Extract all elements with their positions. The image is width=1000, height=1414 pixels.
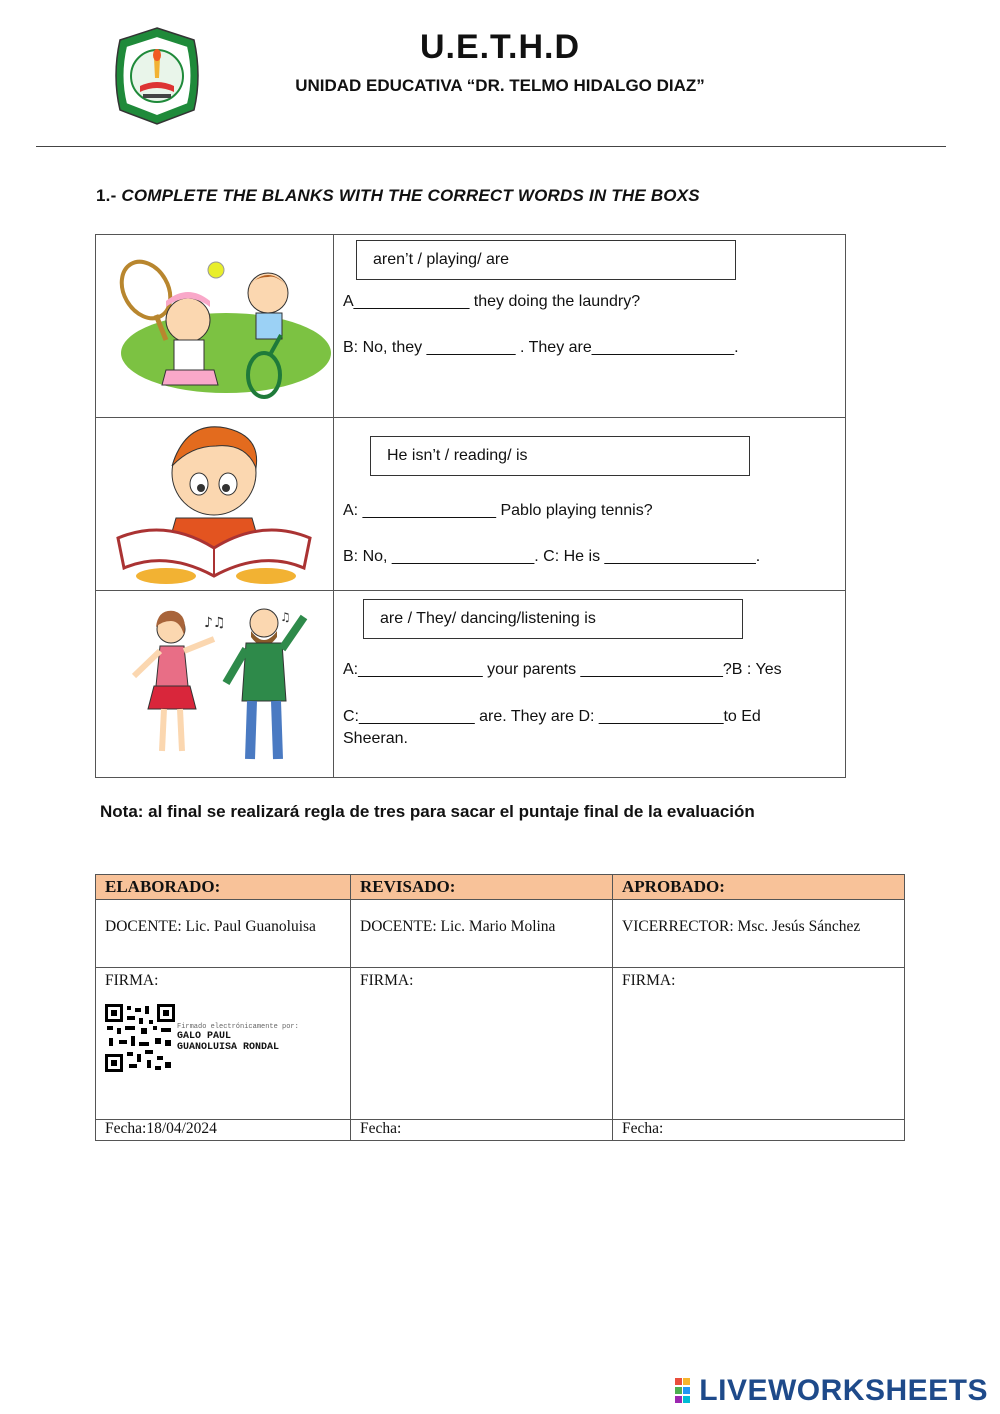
school-name: UNIDAD EDUCATIVA “DR. TELMO HIDALGO DIAZ” xyxy=(295,76,705,95)
signature-text xyxy=(177,1023,299,1053)
approval-names-row xyxy=(96,900,905,968)
evaluation-note: Nota: al final se realizará regla de tres para sacar el puntaje final de la evaluación xyxy=(100,802,755,821)
signature-label: FIRMA: xyxy=(360,972,414,989)
exercise-picture xyxy=(96,235,334,418)
exercise-line-a: A:______________ your parents ________________?B : Yes xyxy=(343,661,782,678)
exercise-row xyxy=(96,591,846,778)
signature-label: FIRMA: xyxy=(622,972,676,989)
exercise-picture xyxy=(96,418,334,591)
signature-name: GALO PAUL xyxy=(177,1031,232,1042)
revisado-name: DOCENTE: Lic. Mario Molina xyxy=(351,900,613,968)
word-box: are / They/ dancing/listening is xyxy=(363,599,743,639)
svg-text:♪♫: ♪♫ xyxy=(204,615,226,631)
exercise-line-a: A_____________ they doing the laundry? xyxy=(343,293,641,310)
approval-header-row xyxy=(96,875,905,900)
approval-signature-row xyxy=(96,968,905,1120)
aprobado-name: VICERRECTOR: Msc. Jesús Sánchez xyxy=(613,900,905,968)
aprobado-signature-cell xyxy=(613,968,905,1120)
svg-text:♫: ♫ xyxy=(280,610,291,624)
qr-code-icon xyxy=(105,1004,175,1072)
header-divider xyxy=(36,146,946,147)
exercise-content xyxy=(334,235,846,418)
electronic-signature xyxy=(105,1004,341,1072)
aprobado-date: Fecha: xyxy=(613,1120,905,1141)
header-elaborado: ELABORADO: xyxy=(96,875,351,900)
header-revisado: REVISADO: xyxy=(351,875,613,900)
exercise-line-a: A: _______________ Pablo playing tennis? xyxy=(343,502,653,519)
brand-name: LIVEWORKSHEETS xyxy=(699,1374,988,1407)
approval-date-row xyxy=(96,1120,905,1141)
revisado-signature-cell xyxy=(351,968,613,1120)
exercise-line-b: B: No, they __________ . They are________________. xyxy=(343,339,739,356)
signature-caption: Firmado electrónicamente por: xyxy=(177,1023,299,1031)
word-box: He isn’t / reading/ is xyxy=(370,436,750,476)
exercise-content xyxy=(334,591,846,778)
exercise-row xyxy=(96,235,846,418)
tennis-kids-illustration xyxy=(96,235,333,412)
liveworksheets-logo-icon xyxy=(675,1378,699,1404)
question-heading xyxy=(96,186,700,206)
school-acronym: U.E.T.H.D xyxy=(419,28,581,66)
exercise-picture xyxy=(96,591,334,778)
elaborado-name: DOCENTE: Lic. Paul Guanoluisa xyxy=(96,900,351,968)
elaborado-signature-cell xyxy=(96,968,351,1120)
signature-label: FIRMA: xyxy=(105,972,159,989)
exercise-line-b: B: No, ________________. C: He is _________________. xyxy=(343,548,761,565)
header-aprobado: APROBADO: xyxy=(613,875,905,900)
exercise-table xyxy=(95,234,846,778)
exercise-line-b: C:_____________ are. They are D: ______________to Ed Sheeran. xyxy=(343,708,761,747)
question-number: 1.- xyxy=(96,186,117,205)
signature-surname: GUANOLUISA RONDAL xyxy=(177,1042,280,1053)
exercise-content xyxy=(334,418,846,591)
approval-table xyxy=(95,874,905,1141)
word-box: aren’t / playing/ are xyxy=(356,240,736,280)
exercise-row xyxy=(96,418,846,591)
boy-reading-illustration xyxy=(96,418,333,585)
revisado-date: Fecha: xyxy=(351,1120,613,1141)
liveworksheets-brand[interactable] xyxy=(675,1374,988,1408)
music-couple-illustration xyxy=(96,591,333,772)
question-text: COMPLETE THE BLANKS WITH THE CORRECT WORDS IN THE BOXS xyxy=(121,186,700,205)
elaborado-date: Fecha:18/04/2024 xyxy=(96,1120,351,1141)
